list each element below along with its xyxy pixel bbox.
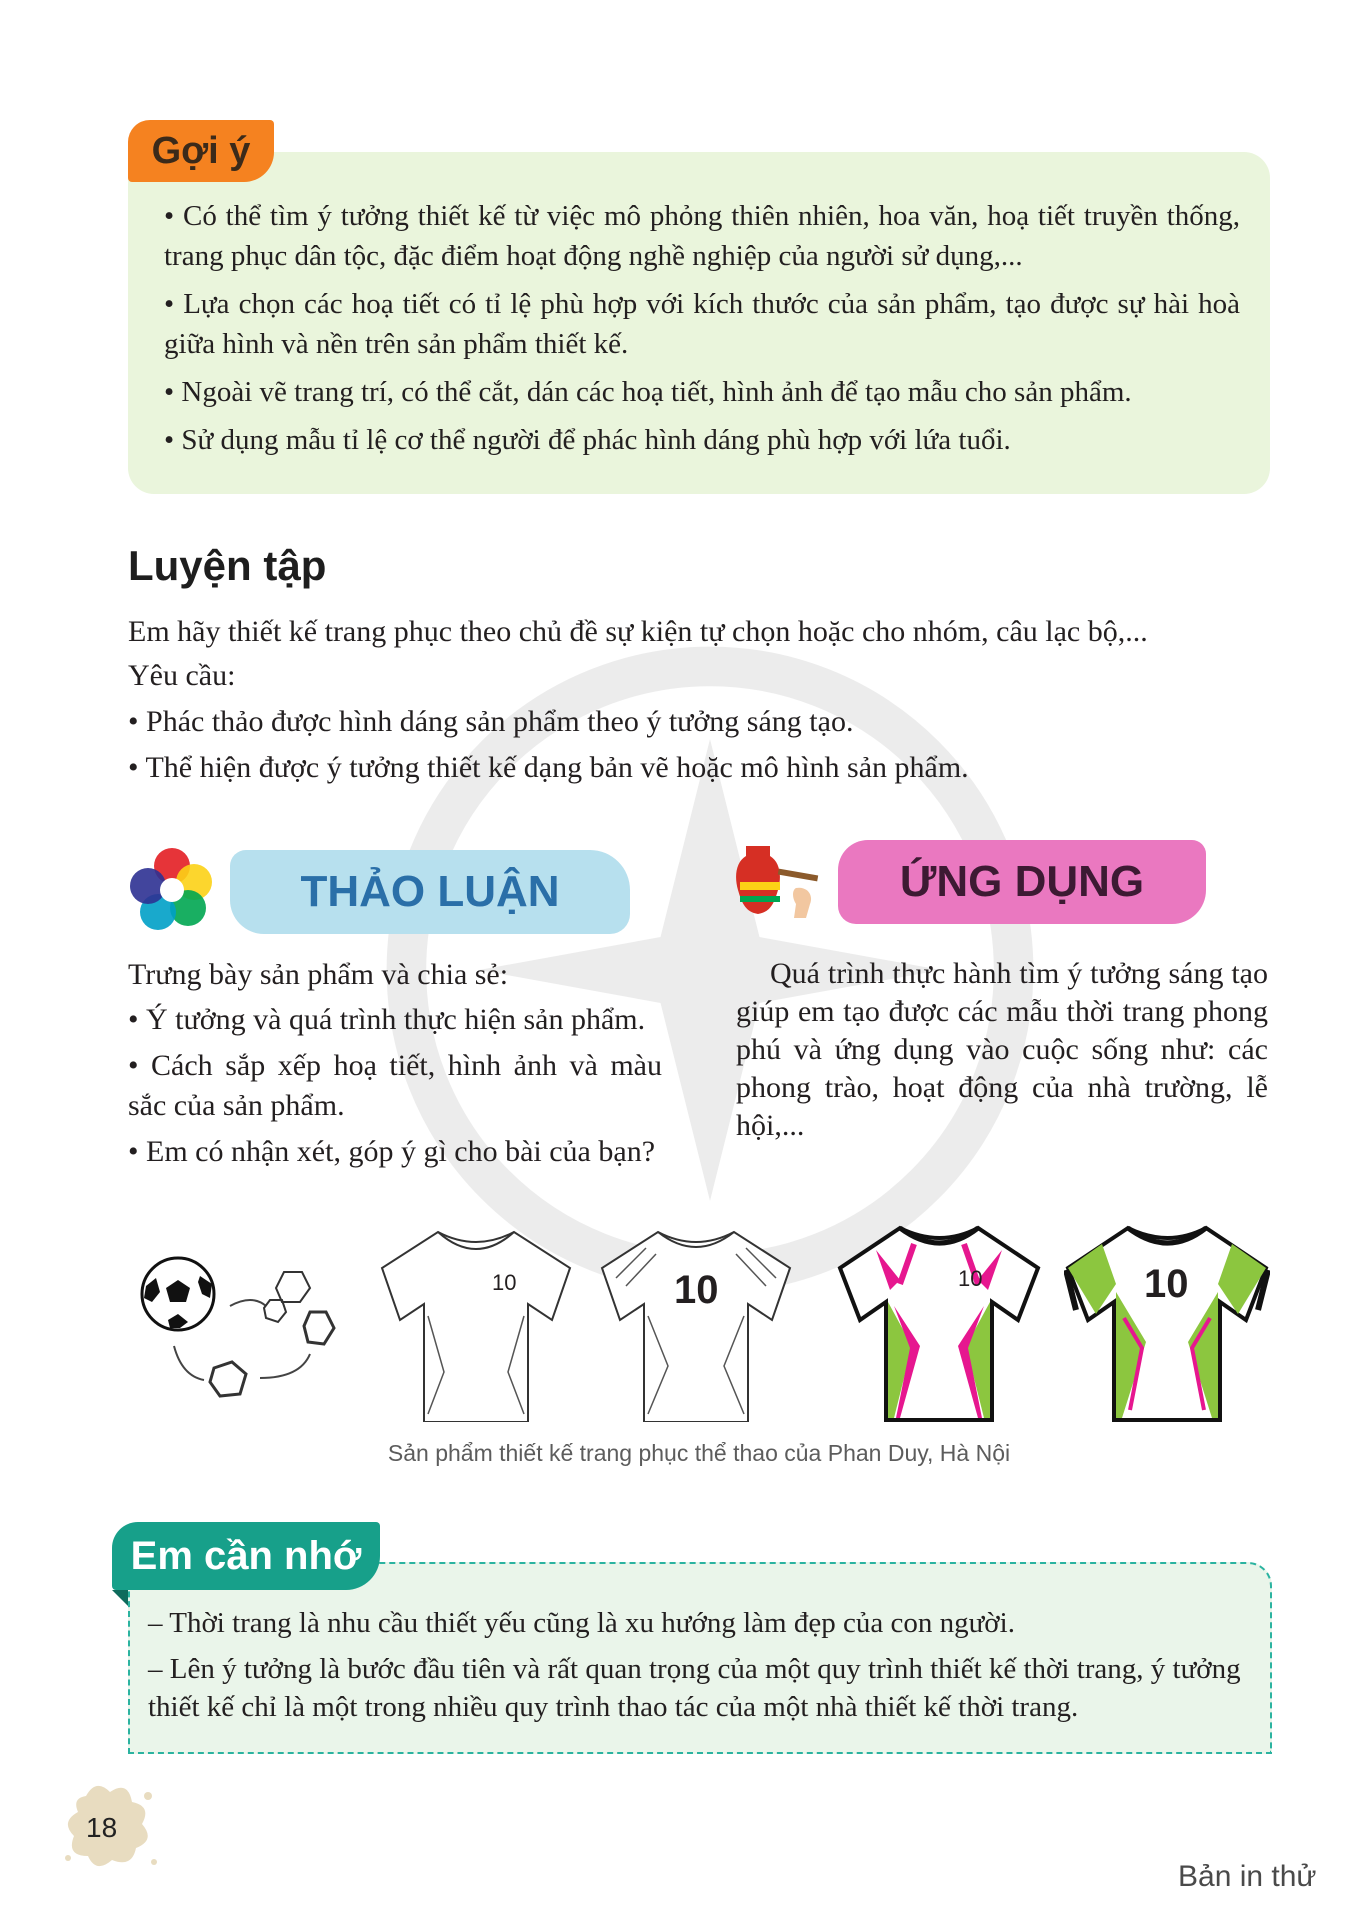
remember-tag-fold — [112, 1590, 128, 1606]
practice-intro: Em hãy thiết kế trang phục theo chủ đề sự kiện tự chọn hoặc cho nhóm, câu lạc bộ,... — [128, 615, 1148, 648]
vase-painting-icon — [734, 842, 826, 930]
discussion-item: • Em có nhận xét, góp ý gì cho bài của bạn? — [128, 1135, 656, 1168]
remember-item: – Lên ý tưởng là bước đầu tiên và rất quan trọng của một quy trình thiết kế thời trang, ý tưởng thiết kế chỉ là một trong nhiều quy trình thao tác của một nhà thiết kế thời trang. — [148, 1653, 1241, 1723]
hint-item: • Sử dụng mẫu tỉ lệ cơ thể người để phác hình dáng phù hợp với lứa tuổi. — [164, 424, 1011, 456]
jersey-sketch-2 — [596, 1226, 796, 1422]
practice-item: • Thể hiện được ý tưởng thiết kế dạng bản vẽ hoặc mô hình sản phẩm. — [128, 751, 969, 784]
remember-item: – Thời trang là nhu cầu thiết yếu cũng là xu hướng làm đẹp của con người. — [148, 1607, 1015, 1639]
hint-item: • Ngoài vẽ trang trí, có thể cắt, dán các hoạ tiết, hình ảnh để tạo mẫu cho sản phẩm. — [164, 376, 1132, 408]
hint-title: Gợi ý — [128, 120, 274, 182]
page-number: 18 — [86, 1812, 118, 1843]
jersey-sketch-1 — [376, 1226, 576, 1422]
discussion-item: • Ý tưởng và quá trình thực hiện sản phẩm. — [128, 1003, 646, 1036]
edition-note: Bản in thử — [1178, 1860, 1317, 1893]
application-title: ỨNG DỤNG — [899, 857, 1145, 906]
discussion-item: • Cách sắp xếp hoạ tiết, hình ảnh và màu sắc của sản phẩm. — [128, 1049, 662, 1122]
jersey-number: 10 — [958, 1266, 983, 1291]
soccer-ball-sketch — [134, 1250, 354, 1410]
color-wheel-icon — [128, 846, 216, 934]
remember-title: Em cần nhớ — [112, 1522, 380, 1590]
figure-caption: Sản phẩm thiết kế trang phục thể thao của Phan Duy, Hà Nội — [387, 1440, 1011, 1466]
practice-item: • Phác thảo được hình dáng sản phẩm theo ý tưởng sáng tạo. — [128, 705, 854, 738]
hint-item: • Có thể tìm ý tưởng thiết kế từ việc mô phỏng thiên nhiên, hoa văn, hoạ tiết truyền thống, trang phục dân tộc, đặc điểm hoạt động nghề nghiệp của người sử dụng,... — [164, 200, 1240, 272]
practice-title: Luyện tập — [128, 542, 327, 589]
requirement-label: Yêu cầu: — [128, 659, 236, 692]
application-text: Quá trình thực hành tìm ý tưởng sáng tạo giúp em tạo được các mẫu thời trang phong phú và ứng dụng vào cuộc sống như: các phong trào, hoạt động của nhà trường, lễ hội,... — [736, 957, 1268, 1142]
jersey-number: 10 — [1144, 1262, 1189, 1306]
hint-item: • Lựa chọn các hoạ tiết có tỉ lệ phù hợp với kích thước của sản phẩm, tạo được sự hài hoà giữa hình và nền trên sản phẩm thiết kế. — [164, 288, 1240, 360]
jersey-number: 10 — [492, 1270, 517, 1295]
jersey-color-2 — [1064, 1222, 1270, 1422]
discussion-intro: Trưng bày sản phẩm và chia sẻ: — [128, 958, 509, 991]
jersey-number: 10 — [674, 1268, 719, 1312]
discussion-title: THẢO LUẬN — [300, 867, 560, 916]
jersey-color-1 — [836, 1222, 1042, 1422]
